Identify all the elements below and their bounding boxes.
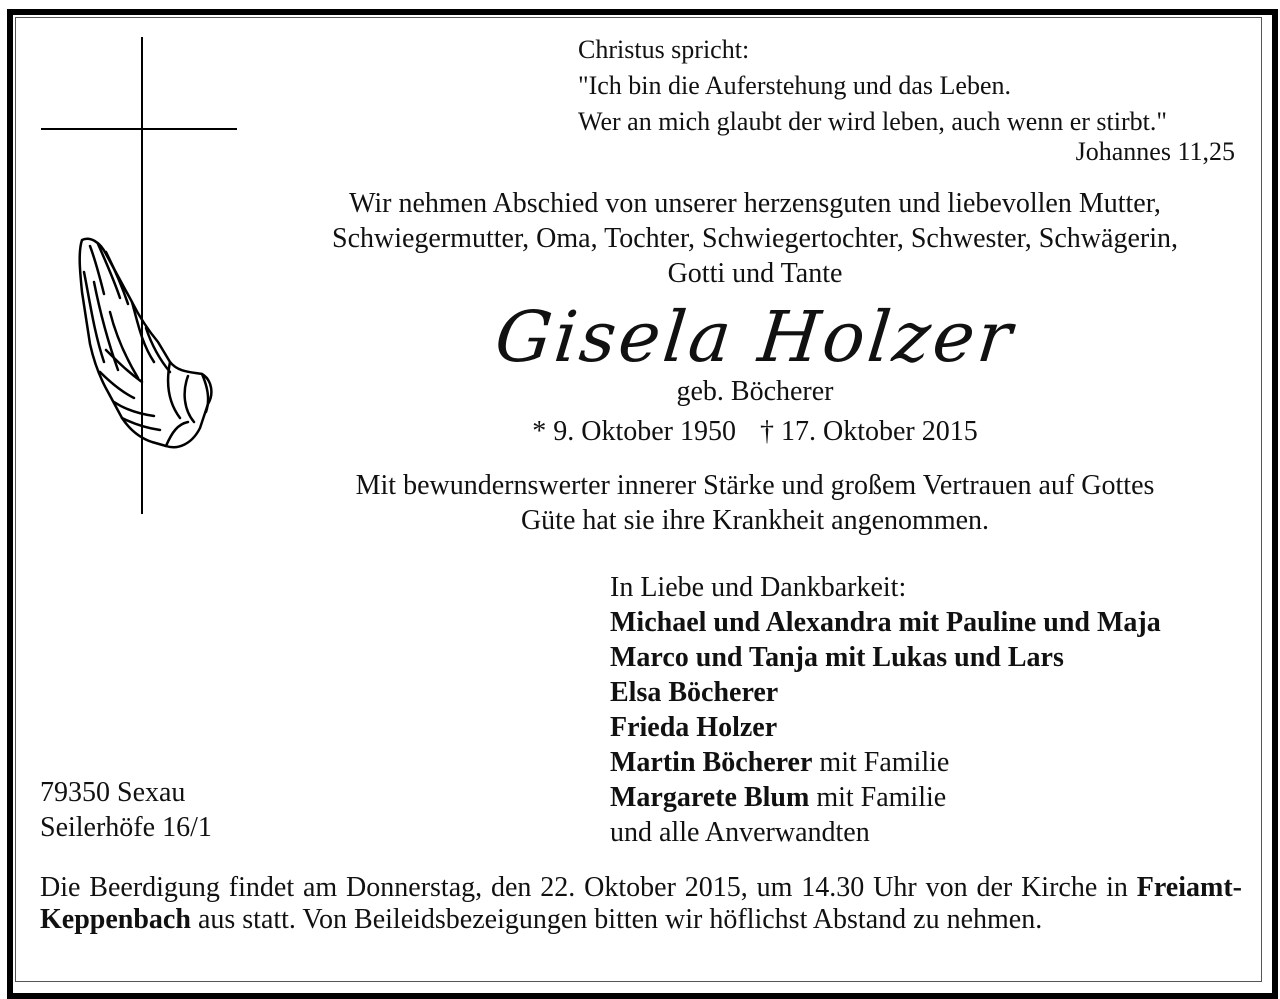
verse-line: Wer an mich glaubt der wird leben, auch wenn er stirbt." — [578, 107, 1167, 136]
verse-line: "Ich bin die Auferstehung und das Leben. — [578, 71, 1011, 100]
verse-line: Christus spricht: — [578, 35, 750, 64]
praying-hands-icon — [70, 232, 220, 457]
mourners-closing: und alle Anverwandten — [610, 817, 870, 848]
life-dates — [255, 414, 1255, 450]
cross-icon-bar — [41, 128, 237, 130]
statement-text — [255, 468, 1255, 538]
mourner-suffix: mit Familie — [809, 782, 947, 813]
mourner-suffix: mit Familie — [812, 747, 950, 778]
intro-text — [255, 186, 1255, 291]
bible-verse — [578, 32, 1167, 140]
mourner-family-line — [610, 745, 1161, 780]
intro-line: Wir nehmen Abschied von unserer herzensguten und liebevollen Mutter, — [349, 188, 1161, 219]
mourners-list — [610, 570, 1161, 850]
mourner-line: Marco und Tanja mit Lukas und Lars — [610, 642, 1064, 673]
notice-place: Freiamt-Keppenbach — [40, 872, 1242, 935]
notice-text: Die Beerdigung findet am Donnerstag, den 22. Oktober 2015, um 14.30 Uhr von der Kirche in — [40, 872, 1137, 903]
mourner-line: Frieda Holzer — [610, 712, 778, 743]
mourners-heading: In Liebe und Dankbarkeit: — [610, 572, 907, 603]
verse-reference: Johannes 11,25 — [1075, 137, 1235, 166]
mourner-family-line — [610, 780, 1161, 815]
statement-line: Güte hat sie ihre Krankheit angenommen. — [520, 505, 990, 536]
address-street: Seilerhöfe 16/1 — [40, 812, 212, 843]
mourner-name: Margarete Blum — [610, 782, 810, 813]
deceased-name: Gisela Holzer — [491, 296, 1019, 378]
birth-date: * 9. Oktober 1950 — [532, 416, 736, 447]
notice-text: aus statt. Von Beileidsbezeigungen bitten wir höflichst Abstand zu nehmen. — [190, 904, 1043, 935]
intro-line: Gotti und Tante — [667, 258, 843, 289]
death-date: † 17. Oktober 2015 — [760, 416, 978, 447]
mourner-name: Martin Böcherer — [610, 747, 813, 778]
mourner-line: Michael und Alexandra mit Pauline und Maja — [610, 607, 1161, 638]
address — [40, 775, 212, 845]
funeral-notice — [40, 872, 1242, 936]
mourner-line: Elsa Böcherer — [610, 677, 779, 708]
statement-line: Mit bewundernswerter innerer Stärke und großem Vertrauen auf Gottes — [355, 470, 1155, 501]
maiden-name: geb. Böcherer — [676, 376, 834, 407]
address-city: 79350 Sexau — [40, 777, 186, 808]
intro-line: Schwiegermutter, Oma, Tochter, Schwiegertochter, Schwester, Schwägerin, — [332, 223, 1178, 254]
